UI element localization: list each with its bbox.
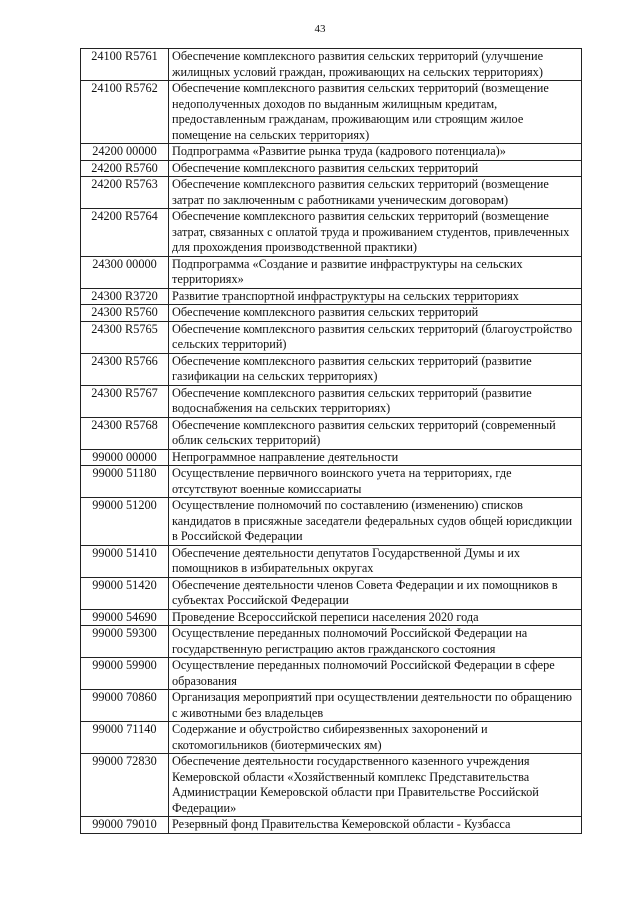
budget-code-cell: 99000 51180 [81,466,169,498]
table-row [81,609,582,626]
budget-code-cell: 99000 51410 [81,545,169,577]
description-cell: Обеспечение комплексного развития сельских территорий (улучшение жилищных условий граждан, проживающих на сельских территориях) [169,49,582,81]
table-row [81,321,582,353]
table-row [81,754,582,817]
budget-code-cell: 99000 51420 [81,577,169,609]
description-cell: Осуществление переданных полномочий Российской Федерации в сфере образования [169,658,582,690]
table-row [81,449,582,466]
budget-code-cell: 24200 R5764 [81,209,169,257]
budget-code-cell: 99000 71140 [81,722,169,754]
budget-code-cell: 99000 54690 [81,609,169,626]
budget-code-cell: 99000 59900 [81,658,169,690]
description-cell: Обеспечение деятельности членов Совета Федерации и их помощников в субъектах Российской Федерации [169,577,582,609]
budget-code-cell: 99000 79010 [81,817,169,834]
table-row [81,305,582,322]
table-row [81,498,582,546]
budget-code-cell: 99000 00000 [81,449,169,466]
budget-code-cell: 24200 00000 [81,144,169,161]
table-row [81,209,582,257]
table-row [81,81,582,144]
budget-code-cell: 24300 R5767 [81,385,169,417]
description-cell: Развитие транспортной инфраструктуры на сельских территориях [169,288,582,305]
table-row [81,577,582,609]
table-row [81,256,582,288]
budget-code-cell: 24300 R5760 [81,305,169,322]
description-cell: Обеспечение комплексного развития сельских территорий (современный облик сельских территорий) [169,417,582,449]
description-cell: Обеспечение комплексного развития сельских территорий (благоустройство сельских территорий) [169,321,582,353]
budget-code-cell: 99000 51200 [81,498,169,546]
description-cell: Обеспечение деятельности государственного казенного учреждения Кемеровской области «Хозяйственный комплекс Представительства Администрации Кемеровской области при Правительстве Российской Федерации» [169,754,582,817]
table-row [81,545,582,577]
description-cell: Обеспечение комплексного развития сельских территорий [169,160,582,177]
budget-code-cell: 24200 R5763 [81,177,169,209]
description-cell: Осуществление первичного воинского учета на территориях, где отсутствуют военные комиссариаты [169,466,582,498]
page-number: 43 [314,23,326,35]
description-cell: Осуществление полномочий по составлению (изменению) списков кандидатов в присяжные заседатели федеральных судов общей юрисдикции в Российской Федерации [169,498,582,546]
budget-code-cell: 24100 R5761 [81,49,169,81]
table-row [81,49,582,81]
description-cell: Содержание и обустройство сибиреязвенных захоронений и скотомогильников (биотермических ям) [169,722,582,754]
budget-code-cell: 24300 00000 [81,256,169,288]
budget-code-cell: 99000 70860 [81,690,169,722]
description-cell: Проведение Всероссийской переписи населения 2020 года [169,609,582,626]
table-row [81,385,582,417]
budget-code-cell: 24300 R5768 [81,417,169,449]
table-row [81,658,582,690]
description-cell: Обеспечение комплексного развития сельских территорий [169,305,582,322]
budget-code-cell: 24100 R5762 [81,81,169,144]
table-row [81,160,582,177]
description-cell: Непрограммное направление деятельности [169,449,582,466]
budget-code-cell: 24200 R5760 [81,160,169,177]
table-row [81,353,582,385]
table-row [81,817,582,834]
table-row [81,690,582,722]
table-row [81,466,582,498]
budget-code-cell: 99000 59300 [81,626,169,658]
description-cell: Обеспечение комплексного развития сельских территорий (развитие газификации на сельских территориях) [169,353,582,385]
description-cell: Обеспечение комплексного развития сельских территорий (возмещение недополученных доходов по выданным жилищным кредитам, предоставленным гражданам, проживающим или строящим жилое помещение на сельских территориях) [169,81,582,144]
description-cell: Осуществление переданных полномочий Российской Федерации на государственную регистрацию актов гражданского состояния [169,626,582,658]
budget-code-cell: 24300 R5766 [81,353,169,385]
budget-codes-table [80,48,582,834]
description-cell: Резервный фонд Правительства Кемеровской области - Кузбасса [169,817,582,834]
table-row [81,417,582,449]
table-row [81,626,582,658]
table-row [81,177,582,209]
table-row [81,144,582,161]
description-cell: Обеспечение комплексного развития сельских территорий (развитие водоснабжения на сельских территориях) [169,385,582,417]
description-cell: Организация мероприятий при осуществлении деятельности по обращению с животными без владельцев [169,690,582,722]
budget-code-cell: 24300 R5765 [81,321,169,353]
budget-code-cell: 24300 R3720 [81,288,169,305]
table-row [81,722,582,754]
table-body [81,49,582,834]
description-cell: Подпрограмма «Развитие рынка труда (кадрового потенциала)» [169,144,582,161]
description-cell: Обеспечение деятельности депутатов Государственной Думы и их помощников в избирательных округах [169,545,582,577]
description-cell: Обеспечение комплексного развития сельских территорий (возмещение затрат, связанных с оплатой труда и проживанием студентов, привлеченных для прохождения производственной практики) [169,209,582,257]
table-row [81,288,582,305]
description-cell: Обеспечение комплексного развития сельских территорий (возмещение затрат по заключенным с работниками ученическим договорам) [169,177,582,209]
budget-code-cell: 99000 72830 [81,754,169,817]
description-cell: Подпрограмма «Создание и развитие инфраструктуры на сельских территориях» [169,256,582,288]
